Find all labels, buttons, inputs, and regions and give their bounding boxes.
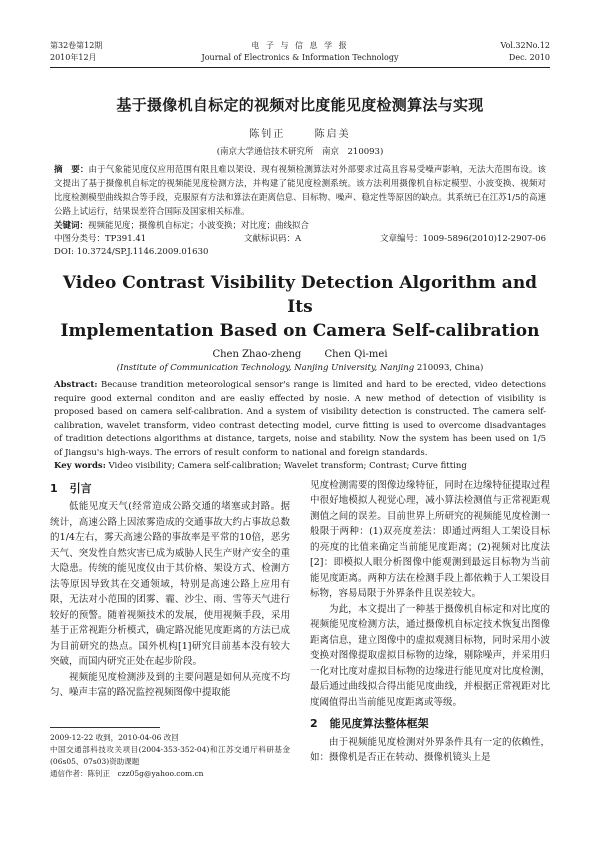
keywords-en-text: Video visibility; Camera self-calibration; Wavelet transform; Contrast; Curve fitting xyxy=(108,461,467,471)
header-center xyxy=(160,40,440,64)
title-cn: 基于摄像机自标定的视频对比度能见度检测算法与实现 xyxy=(116,96,484,114)
footnotes xyxy=(50,732,290,780)
affiliation-en xyxy=(50,363,550,373)
issue-date-en: Dec. 2010 xyxy=(508,53,550,62)
author-cn-2: 陈启美 xyxy=(314,129,351,140)
title-en-line1: Video Contrast Visibility Detection Algorithm and Its xyxy=(62,273,538,317)
keywords-cn xyxy=(50,219,550,233)
section-2-title: 能见度算法整体框架 xyxy=(329,717,429,730)
issue-date: 2010年12月 xyxy=(50,53,97,62)
paper-page xyxy=(50,40,550,780)
running-header xyxy=(50,40,550,64)
abstract-en-text: Because trandition meteorological sensor's range is limited and hard to be erected, video detections require good external conditon and are easliy effected by nosie. A new method of detection of visibility is proposed based on camera self-calibration. And a system of visibility detection is constructed. The camera self-calibration, wavelet transform, video contrast detecting model, curve fitting is used to overcome disadvantages of tradition detections algorithms at distance, targets, noise and stability. Now the system has been used on 1/5 of Jiangsu's high-ways. The errors of result conform to national and foreign standards. xyxy=(54,380,547,458)
body-columns xyxy=(50,478,550,780)
section-2-heading xyxy=(310,716,550,732)
abstract-cn-label: 摘 要： xyxy=(54,165,89,175)
footnote-funding: 中国交通部科技攻关项目(2004-353-352-04)和江苏交通厅科研基金(06s05、07s03)资助课题 xyxy=(50,744,290,766)
abstract-en xyxy=(50,379,550,460)
keywords-cn-label: 关键词： xyxy=(54,221,89,231)
section-1-heading xyxy=(50,481,290,497)
journal-name-cn: 电 子 与 信 息 学 报 xyxy=(251,41,349,50)
title-en xyxy=(50,271,550,343)
author-cn-1: 陈钊正 xyxy=(249,129,286,140)
header-right xyxy=(440,40,550,64)
authors-en xyxy=(50,349,550,360)
left-column xyxy=(50,478,290,780)
author-en-2: Chen Qi-mei xyxy=(324,349,388,360)
article-number: 文章编号：1009-5896(2010)12-2907-06 xyxy=(380,234,546,244)
affiliation-en-text: (Institute of Communication Technology, Nanjing University, Nanjing xyxy=(116,363,415,373)
footnote-received: 2009-12-22 收到，2010-04-06 改回 xyxy=(50,732,179,742)
section-2-paragraph-1: 由于视频能见度检测对外界条件具有一定的依赖性，如：摄像机是否正在转动、摄像机镜头上是 xyxy=(310,736,550,763)
section-2-number: 2 xyxy=(310,717,318,730)
footnote-author: 通信作者：陈钊正 czz05g@yahoo.com.cn xyxy=(50,768,204,778)
abstract-cn-text: 由于气象能见度仪应用范围有限且难以架设、现有视频检测算法对外部要求过高且容易受噪声影响，无法大范围布设。该文提出了基于摄像机自标定的视频能见度检测方法，并构建了能见度检测系统。该方法利用摄像机自标定模型、小波变换、视频对比度检测模型曲线拟合等手段，克服原有方法和算法在距离信息、目标物、噪声、稳定性等原因的缺点。其系统已在江苏1/5的高速公路上试运行，结果误差符合国际及国家相关标准。 xyxy=(54,165,546,217)
intro-paragraph-1: 低能见度天气(经常造成公路交通的堵塞或封路。据统计，高速公路上因浓雾造成的交通事故大约占事故总数的1/4左右，雾天高速公路的事故率是平常的10倍，恶劣天气、突发性自然灾害已成为威胁人民生产财产安全的重大隐患。传统的能见度仪由于其价格、架设方式、检测方法等原因导致其在交通领域，特别是高速公路上应用有限，无法对小范围的团雾、霾、沙尘、雨、雪等天气进行较好的预警。随着视频技术的发展，使用视频手段，采用基于正常视距分析模式，确定路况能见度距离的方法已成为目前研究的热点。国外机构[1]研究目前基本没有较大突破，而国内研究正处在起步阶段。 xyxy=(50,501,290,667)
intro-paragraph-4: 为此，本文提出了一种基于摄像机自标定和对比度的视频能见度检测方法，通过摄像机自标定技术恢复出图像距离信息，建立图像中的虚拟观测目标物，同时采用小波变换对图像提取虚拟目标物的边缘，剔除噪声，并采用归一化对比度对虚拟目标物的边缘进行能见度对比度检测，最后通过曲线拟合得出能见度曲线，并根据正常视距对比度阈值得出当前能见度距离或等级。 xyxy=(310,603,550,708)
section-1-number: 1 xyxy=(50,481,58,495)
doi: DOI: 10.3724/SP.J.1146.2009.01630 xyxy=(54,247,209,257)
footnote-rule xyxy=(50,727,160,728)
volume-issue-en: Vol.32No.12 xyxy=(500,41,550,50)
affiliation-cn: (南京大学通信技术研究所 南京 210093) xyxy=(216,147,384,157)
journal-name-en: Journal of Electronics & Information Technology xyxy=(201,53,399,62)
abstract-en-label: Abstract: xyxy=(54,380,98,390)
affiliation-en-tail: 210093, China) xyxy=(416,363,484,373)
abstract-cn xyxy=(50,163,550,219)
keywords-en xyxy=(50,460,550,474)
right-column xyxy=(310,478,550,780)
section-1-title: 引言 xyxy=(69,481,92,495)
document-code: 文献标识码：A xyxy=(244,234,302,244)
header-rule xyxy=(50,67,550,68)
clc-number: 中图分类号：TP391.41 xyxy=(54,234,147,244)
keywords-en-label: Key words: xyxy=(54,461,106,471)
intro-paragraph-3: 见度检测需要的图像边缘特征，同时在边缘特征提取过程中很好地模拟人视觉心理，减小算法检测值与正常视距观测值之间的误差。目前世界上所研究的视频能见度检测一般限于两种：(1)双亮度差法：即通过两组人工架设目标的亮度的比值来确定当前能见度距离；(2)视频对比度法[2]：即模拟人眼分析图像中能观测到最远目标物为当前能见度距离。两种方法在检测手段上都依赖于人工架设目标物，容易局限于外界条件且误差较大。 xyxy=(310,479,550,599)
title-en-line2: Implementation Based on Camera Self-calibration xyxy=(60,321,540,341)
keywords-cn-text: 视频能见度；摄像机自标定；小波变换；对比度；曲线拟合 xyxy=(88,221,310,231)
intro-paragraph-2: 视频能见度检测涉及到的主要问题是如何从亮度不均匀、噪声丰富的路况监控视频图像中提取能 xyxy=(50,671,290,698)
classification-row xyxy=(50,233,550,246)
header-left xyxy=(50,40,160,64)
author-en-1: Chen Zhao-zheng xyxy=(212,349,302,360)
authors-cn xyxy=(50,125,550,140)
volume-issue: 第32卷第12期 xyxy=(50,41,103,50)
